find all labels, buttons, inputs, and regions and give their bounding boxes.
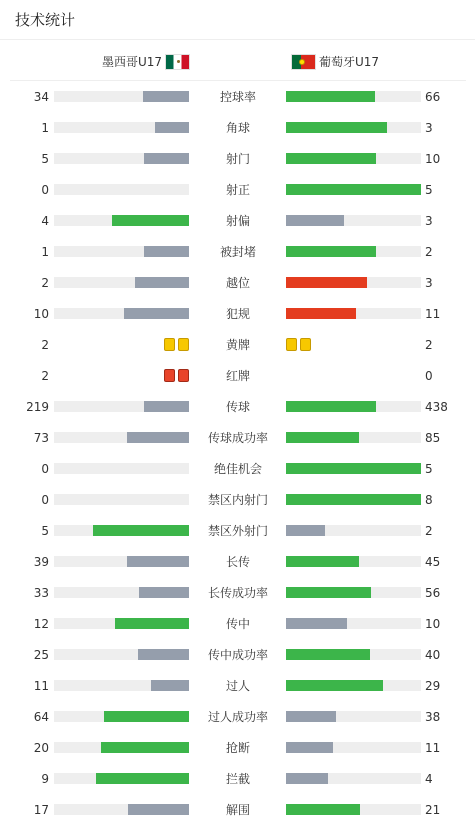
home-value: 1 (41, 121, 49, 135)
home-value: 34 (33, 90, 49, 104)
stat-row (0, 732, 475, 763)
home-bar-fill (93, 525, 189, 536)
stat-label: 越位 (225, 276, 250, 290)
stat-label: 过人成功率 (207, 710, 268, 724)
away-bar-fill (286, 494, 421, 505)
stat-label: 长传成功率 (207, 586, 268, 600)
away-value: 0 (425, 369, 433, 383)
yellow-card-icon (164, 338, 175, 351)
away-bar-track (286, 587, 421, 598)
away-value: 11 (425, 307, 441, 321)
stat-label: 射偏 (225, 214, 250, 228)
away-bar-track (286, 277, 421, 288)
home-value: 10 (33, 307, 49, 321)
away-bar-fill (286, 432, 359, 443)
stat-label: 黄牌 (225, 338, 250, 352)
away-cards (286, 338, 311, 351)
away-bar-track (286, 525, 421, 536)
home-bar-fill (128, 804, 189, 815)
away-value: 3 (425, 276, 433, 290)
away-bar-fill (286, 618, 347, 629)
stat-row (0, 174, 475, 205)
away-value: 2 (425, 524, 433, 538)
home-value: 0 (41, 183, 49, 197)
home-bar-track (54, 91, 189, 102)
home-bar-track (54, 308, 189, 319)
home-bar-fill (151, 680, 189, 691)
home-bar-track (54, 711, 189, 722)
away-bar-track (286, 308, 421, 319)
stat-row (0, 329, 475, 360)
stat-row (0, 112, 475, 143)
stat-label: 禁区内射门 (207, 493, 268, 507)
home-bar-fill (143, 91, 189, 102)
away-bar-fill (286, 246, 376, 257)
away-bar-track (286, 649, 421, 660)
home-value: 64 (33, 710, 49, 724)
away-value: 5 (425, 183, 433, 197)
away-value: 438 (425, 400, 448, 414)
stat-rows (0, 81, 475, 825)
stat-row (0, 298, 475, 329)
stat-row (0, 453, 475, 484)
away-value: 3 (425, 214, 433, 228)
stat-label: 射正 (225, 183, 250, 197)
away-bar-track (286, 184, 421, 195)
home-value: 25 (33, 648, 49, 662)
home-bar-track (54, 556, 189, 567)
away-bar-fill (286, 463, 421, 474)
home-bar-track (54, 618, 189, 629)
home-bar-track (54, 432, 189, 443)
home-bar-fill (104, 711, 189, 722)
portugal-flag-icon (291, 54, 316, 70)
away-bar-fill (286, 215, 344, 226)
home-bar-fill (144, 153, 189, 164)
home-value: 33 (33, 586, 49, 600)
home-value: 5 (41, 152, 49, 166)
home-bar-fill (112, 215, 189, 226)
away-team-name: 葡萄牙U17 (319, 55, 380, 69)
home-cards (164, 369, 189, 382)
away-value: 85 (425, 431, 441, 445)
home-team-name: 墨西哥U17 (101, 55, 162, 69)
away-bar-fill (286, 184, 421, 195)
stat-row (0, 546, 475, 577)
stat-label: 被封堵 (219, 245, 256, 259)
stat-label: 解围 (225, 803, 250, 817)
yellow-card-icon (300, 338, 311, 351)
away-bar-fill (286, 122, 387, 133)
away-team (291, 53, 379, 70)
away-bar-track (286, 91, 421, 102)
away-value: 4 (425, 772, 433, 786)
away-bar-track (286, 122, 421, 133)
home-bar-fill (144, 246, 189, 257)
home-value: 39 (33, 555, 49, 569)
stat-row (0, 391, 475, 422)
home-bar-track (54, 649, 189, 660)
away-bar-track (286, 401, 421, 412)
yellow-card-icon (286, 338, 297, 351)
home-bar-track (54, 277, 189, 288)
away-bar-track (286, 804, 421, 815)
home-bar-fill (139, 587, 189, 598)
away-value: 45 (425, 555, 441, 569)
away-value: 38 (425, 710, 441, 724)
away-bar-track (286, 680, 421, 691)
yellow-card-icon (178, 338, 189, 351)
away-value: 66 (425, 90, 441, 104)
away-bar-fill (286, 711, 336, 722)
away-value: 3 (425, 121, 433, 135)
home-value: 17 (33, 803, 49, 817)
home-bar-fill (96, 773, 189, 784)
home-value: 20 (33, 741, 49, 755)
home-value: 2 (41, 369, 49, 383)
stat-row (0, 143, 475, 174)
stat-row (0, 205, 475, 236)
away-bar-track (286, 463, 421, 474)
away-bar-fill (286, 742, 333, 753)
stat-label: 犯规 (225, 307, 250, 321)
red-card-icon (164, 369, 175, 382)
home-value: 5 (41, 524, 49, 538)
stat-label: 传中成功率 (207, 648, 268, 662)
home-value: 12 (33, 617, 49, 631)
home-bar-track (54, 463, 189, 474)
home-value: 9 (41, 772, 49, 786)
away-bar-fill (286, 277, 367, 288)
home-value: 73 (33, 431, 49, 445)
stat-label: 传球 (225, 400, 250, 414)
away-bar-fill (286, 91, 375, 102)
home-value: 1 (41, 245, 49, 259)
home-bar-track (54, 773, 189, 784)
stat-label: 过人 (225, 679, 250, 693)
home-bar-fill (138, 649, 189, 660)
away-value: 21 (425, 803, 441, 817)
stat-label: 长传 (225, 555, 250, 569)
home-cards (164, 338, 189, 351)
home-bar-fill (135, 277, 189, 288)
away-bar-fill (286, 401, 376, 412)
away-bar-track (286, 618, 421, 629)
home-bar-track (54, 742, 189, 753)
home-bar-track (54, 184, 189, 195)
home-bar-fill (144, 401, 189, 412)
away-bar-fill (286, 153, 376, 164)
home-bar-track (54, 525, 189, 536)
away-bar-track (286, 711, 421, 722)
home-bar-track (54, 246, 189, 257)
away-value: 8 (425, 493, 433, 507)
stat-row (0, 236, 475, 267)
stat-label: 射门 (225, 152, 250, 166)
away-bar-fill (286, 308, 356, 319)
home-value: 4 (41, 214, 49, 228)
home-bar-track (54, 215, 189, 226)
stat-row (0, 639, 475, 670)
home-bar-fill (127, 432, 189, 443)
red-card-icon (178, 369, 189, 382)
away-bar-fill (286, 773, 328, 784)
away-value: 2 (425, 338, 433, 352)
stat-label: 传球成功率 (207, 431, 268, 445)
mexico-flag-icon (165, 54, 190, 70)
home-bar-track (54, 680, 189, 691)
stat-label: 传中 (225, 617, 250, 631)
home-value: 2 (41, 338, 49, 352)
stat-label: 禁区外射门 (207, 524, 268, 538)
stat-row (0, 422, 475, 453)
away-bar-track (286, 432, 421, 443)
stat-label: 控球率 (219, 90, 256, 104)
home-bar-track (54, 401, 189, 412)
stat-label: 红牌 (225, 369, 250, 383)
away-value: 29 (425, 679, 441, 693)
away-bar-track (286, 494, 421, 505)
away-bar-track (286, 773, 421, 784)
stats-section-header (0, 0, 475, 40)
home-bar-track (54, 804, 189, 815)
home-team (102, 53, 190, 70)
stat-label: 绝佳机会 (213, 462, 262, 476)
away-bar-track (286, 246, 421, 257)
stat-label: 角球 (225, 121, 250, 135)
away-bar-fill (286, 556, 359, 567)
away-value: 11 (425, 741, 441, 755)
away-bar-fill (286, 804, 360, 815)
stat-row (0, 608, 475, 639)
away-bar-fill (286, 587, 371, 598)
away-bar-fill (286, 649, 370, 660)
home-bar-track (54, 153, 189, 164)
away-value: 10 (425, 617, 441, 631)
home-bar-fill (124, 308, 189, 319)
stat-row (0, 267, 475, 298)
home-bar-fill (127, 556, 189, 567)
away-bar-track (286, 742, 421, 753)
home-value: 219 (26, 400, 49, 414)
away-value: 2 (425, 245, 433, 259)
stat-row (0, 577, 475, 608)
home-value: 2 (41, 276, 49, 290)
stat-row (0, 81, 475, 112)
away-value: 40 (425, 648, 441, 662)
home-bar-track (54, 122, 189, 133)
home-bar-fill (155, 122, 189, 133)
stat-row (0, 794, 475, 825)
away-value: 56 (425, 586, 441, 600)
stat-row (0, 670, 475, 701)
away-value: 5 (425, 462, 433, 476)
away-bar-fill (286, 525, 325, 536)
stat-row (0, 484, 475, 515)
away-bar-track (286, 215, 421, 226)
stat-row (0, 701, 475, 732)
home-bar-track (54, 587, 189, 598)
away-bar-track (286, 556, 421, 567)
away-value: 10 (425, 152, 441, 166)
section-title: 技术统计 (15, 11, 76, 29)
home-value: 11 (33, 679, 49, 693)
home-bar-fill (115, 618, 189, 629)
teams-row (10, 41, 466, 81)
stat-label: 拦截 (225, 772, 250, 786)
stat-row (0, 763, 475, 794)
away-bar-fill (286, 680, 383, 691)
stat-row (0, 515, 475, 546)
stat-row (0, 360, 475, 391)
away-bar-track (286, 153, 421, 164)
home-bar-track (54, 494, 189, 505)
home-value: 0 (41, 462, 49, 476)
home-bar-fill (101, 742, 189, 753)
stat-label: 抢断 (225, 741, 250, 755)
home-value: 0 (41, 493, 49, 507)
